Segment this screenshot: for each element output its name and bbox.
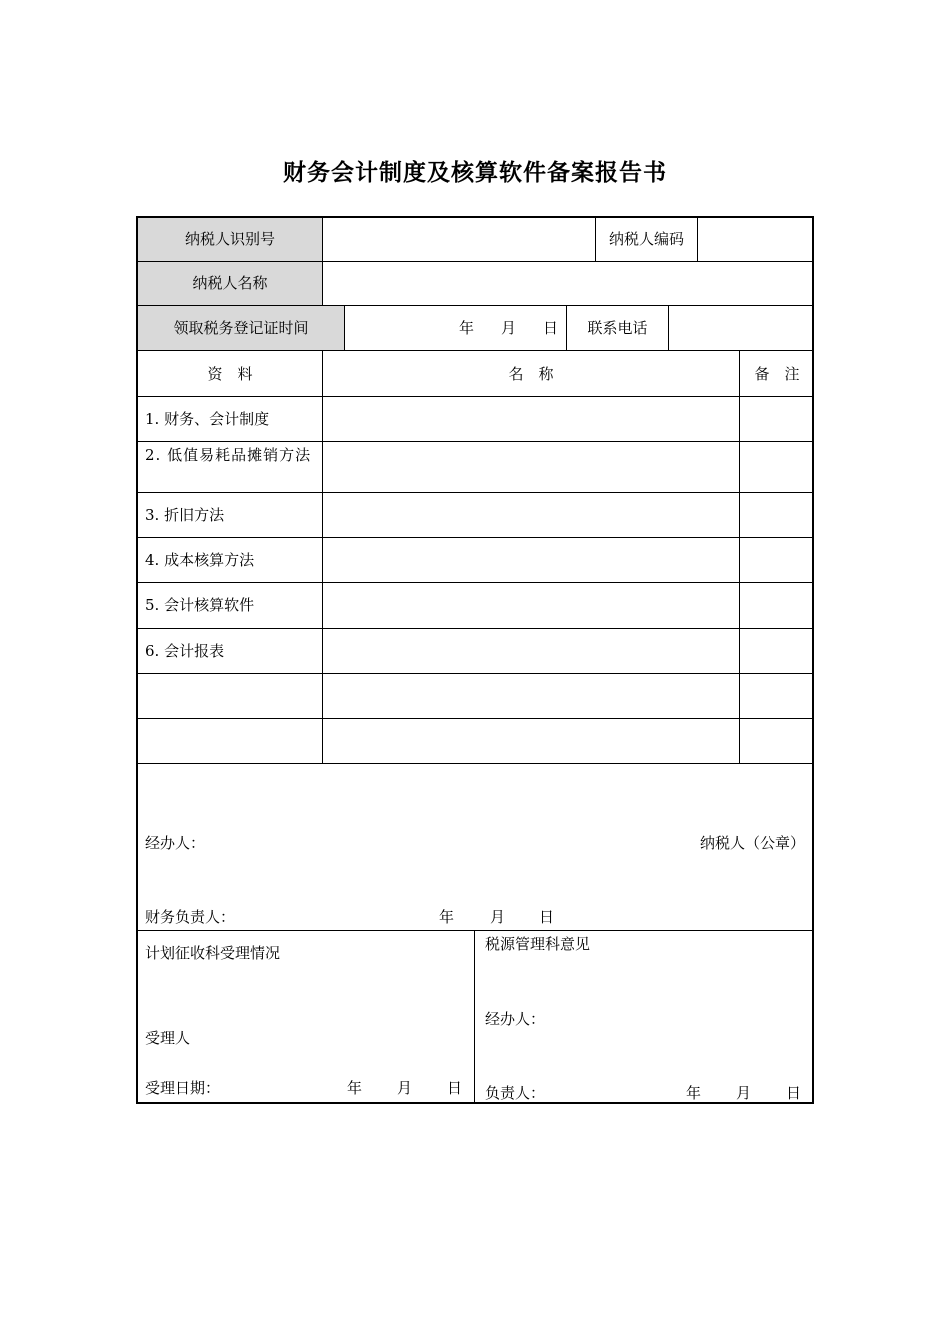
right-handler-label: 经办人：: [485, 1010, 546, 1028]
finance-head-label: 财务负责人：: [145, 908, 236, 926]
taxpayer-code-label: 纳税人编码: [608, 230, 684, 248]
reg-date-year: 年: [459, 319, 475, 337]
row-line: [136, 537, 814, 538]
reg-date-month: 月: [501, 319, 517, 337]
taxpayer-seal-label: 纳税人（公章）: [699, 834, 805, 852]
row-line: [136, 492, 814, 493]
row-line: [136, 763, 814, 764]
column-header-material: 资 料: [207, 365, 253, 383]
row-line: [136, 396, 814, 397]
row-line: [136, 305, 814, 306]
taxpayer-name-label: 纳税人名称: [192, 274, 268, 292]
col-line: [322, 350, 323, 763]
row-line: [136, 261, 814, 262]
row-line: [136, 582, 814, 583]
row-line: [136, 930, 814, 931]
row-line: [136, 441, 814, 442]
material-item: 2. 低值易耗品摊销方法: [145, 446, 312, 464]
material-item: 1. 财务、会计制度: [145, 410, 270, 428]
sign-month: 月: [490, 908, 506, 926]
reg-time-label: 领取税务登记证时间: [173, 319, 309, 337]
material-item: 5. 会计核算软件: [145, 596, 255, 614]
col-line: [697, 216, 698, 261]
col-line: [668, 305, 669, 350]
material-item: 4. 成本核算方法: [145, 551, 255, 569]
material-item: 3. 折旧方法: [145, 506, 225, 524]
receive-date-label: 受理日期：: [145, 1079, 221, 1097]
column-header-remark: 备 注: [754, 365, 800, 383]
phone-label: 联系电话: [587, 319, 648, 337]
col-line: [344, 305, 345, 350]
column-header-name: 名 称: [508, 365, 554, 383]
tax-source-dept-title: 税源管理科意见: [485, 935, 591, 953]
taxpayer-id-label: 纳税人识别号: [184, 230, 275, 248]
receiver-label: 受理人: [145, 1029, 191, 1047]
col-line: [322, 216, 323, 305]
receive-month: 月: [397, 1079, 413, 1097]
sign-year: 年: [439, 908, 455, 926]
material-item: 6. 会计报表: [145, 642, 225, 660]
handler-label: 经办人：: [145, 834, 206, 852]
row-line: [136, 628, 814, 629]
head-label: 负责人：: [485, 1084, 546, 1102]
sign-day: 日: [539, 908, 555, 926]
collection-dept-title: 计划征收科受理情况: [145, 944, 281, 962]
col-line: [739, 350, 740, 763]
row-line: [136, 673, 814, 674]
reg-date-day: 日: [543, 319, 559, 337]
right-day: 日: [786, 1084, 802, 1102]
right-month: 月: [736, 1084, 752, 1102]
receive-year: 年: [347, 1079, 363, 1097]
right-year: 年: [686, 1084, 702, 1102]
document-title: 财务会计制度及核算软件备案报告书: [283, 159, 667, 186]
row-line: [136, 718, 814, 719]
col-line: [474, 930, 475, 1104]
receive-day: 日: [447, 1079, 463, 1097]
row-line: [136, 350, 814, 351]
